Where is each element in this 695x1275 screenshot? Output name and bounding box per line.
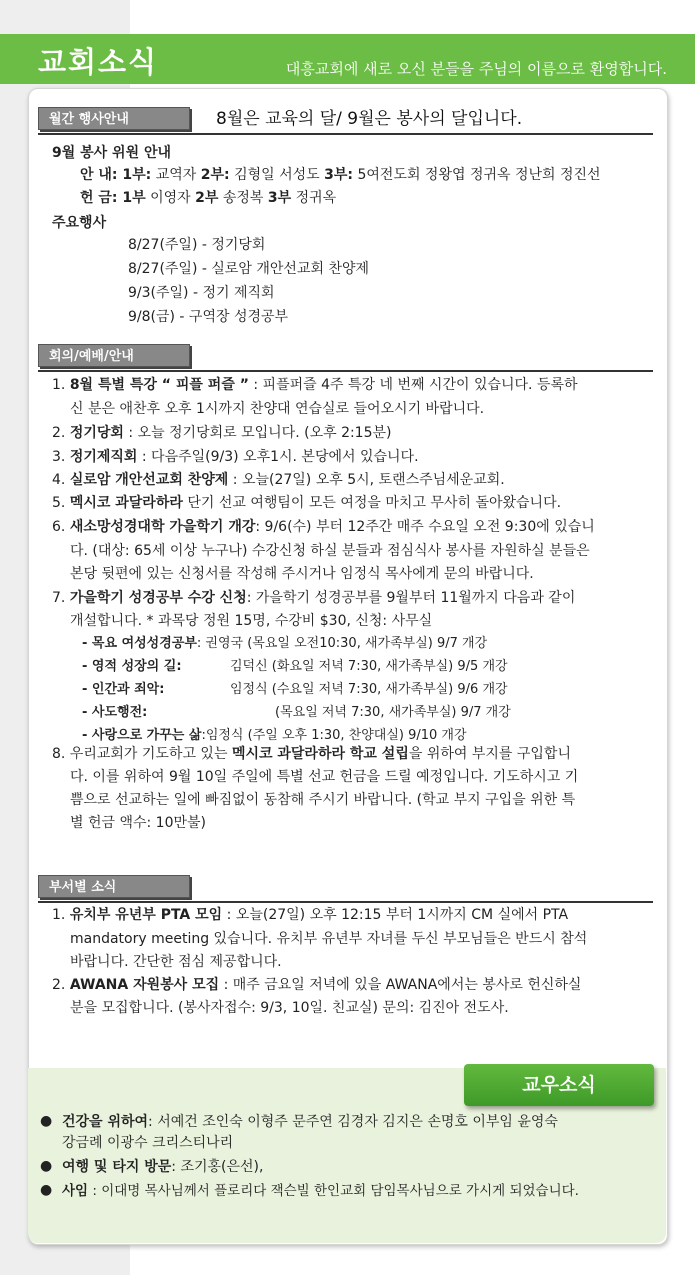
notice-item-3 [52,446,419,468]
item-title: 멕시코 과달라하라 [69,495,183,511]
section-divider [38,370,653,372]
item-continuation: 쁨으로 선교하는 일에 빠짐없이 동참해 주시기 바랍니다. (학교 부지 구입을 위한 특 [70,792,576,808]
event-item: 8/27(주일) - 실로암 개안선교회 찬양제 [128,261,370,277]
course-detail: 김덕신 (화요일 저녁 7:30, 새가족부실) 9/5 개강 [230,659,508,674]
item-continuation: 바랍니다. 간단한 점심 제공합니다. [70,954,282,970]
offering-line [80,187,336,209]
section-tab-departments: 부서별 소식 [38,875,190,898]
guide-text2: 김형일 서성도 [229,167,325,183]
bullet-icon: ● [40,1158,53,1174]
item-title: AWANA 자원봉사 모집 [69,977,220,993]
item-text: 단기 선교 여행팀이 모든 여정을 마치고 무사히 돌아왔습니다. [182,495,562,511]
item-title: 유치부 유년부 PTA 모임 [69,907,223,923]
item-number: 2. [52,977,70,993]
course-name: - 목요 여성성경공부 [82,636,197,651]
item-number: 6. [52,519,70,535]
offering-part1: 1부 [117,190,146,206]
item-title: 가을학기 성경공부 수강 신청 [69,590,247,606]
guide-label: 안 내: [80,167,118,183]
page-title: 교회소식 [38,45,159,79]
item-text: : 오늘(27일) 오후 12:15 부터 1시까지 CM 실에서 PTA [222,907,569,923]
item-number: 8. [52,746,70,762]
item-title: 새소망성경대학 가을학기 개강 [69,519,256,535]
course-row [82,633,487,655]
offering-part3: 3부 [267,190,292,206]
item-text: : 오늘(27일) 오후 5시, 토랜스주님세운교회. [228,472,505,488]
member-item-travel [62,1156,263,1178]
notice-item-4 [52,469,505,491]
item-title: 정기당회 [69,425,124,441]
notice-item-2 [52,422,392,444]
section-divider [38,133,653,135]
guide-text1: 교역자 [151,167,201,183]
item-text: : 조기홍(은선), [171,1159,264,1175]
notice-item-8 [52,743,571,765]
dept-item-2 [52,974,581,996]
guide-part2: 2부: [200,167,230,183]
item-text: : 가을학기 성경공부를 9월부터 11월까지 다음과 같이 [246,590,576,606]
notice-item-1 [52,374,578,396]
item-text: : 오늘 정기당회로 모입니다. (오후 2:15분) [123,425,392,441]
event-item: 9/3(주일) - 정기 제직회 [128,285,275,301]
section-tab-monthly: 월간 행사안내 [38,107,190,130]
bullet-icon: ● [40,1113,53,1129]
monthly-headline: 8월은 교육의 달/ 9월은 봉사의 달입니다. [216,109,523,129]
item-continuation: 개설합니다. * 과목당 정원 15명, 수강비 $30, 신청: 사무실 [70,613,433,629]
course-row [82,702,511,724]
item-text: 우리교회가 기도하고 있는 [69,746,232,762]
item-text: : 서예건 조인숙 이형주 문주연 김경자 김지은 손명호 이부임 윤영숙 [148,1114,558,1130]
guide-part3: 3부: [324,167,354,183]
events-title: 주요행사 [52,215,107,231]
item-continuation: 다. 이를 위하여 9월 10일 주일에 특별 선교 헌금을 드릴 예정입니다. 기도하시고 기 [70,769,579,785]
item-number: 4. [52,472,70,488]
item-text: : 매주 금요일 저녁에 있을 AWANA에서는 봉사로 헌신하실 [219,977,582,993]
member-item-health [62,1111,558,1133]
course-name: - 영적 성장의 길: [82,659,182,674]
guide-part1: 1부: [117,167,152,183]
offering-text2: 송정복 [218,190,268,206]
guide-text3: 5여전도회 정왕엽 정귀옥 정난희 정진선 [353,167,601,183]
item-title: 8월 특별 특강 “ 피플 퍼즐 ” [69,377,249,393]
offering-label: 헌 금: [80,190,118,206]
item-text: : 피플퍼즐 4주 특강 네 번째 시간이 있습니다. 등록하 [248,377,578,393]
item-title: 정기제직회 [69,449,138,465]
item-title: 멕시코 과달라하라 학교 설립 [231,746,409,762]
section-divider [38,901,653,903]
item-text: : 이대명 목사님께서 플로리다 잭슨빌 한인교회 담임목사님으로 가시게 되었습니다. [88,1183,579,1199]
item-title: 사임 [62,1183,89,1199]
dept-item-1 [52,904,568,926]
item-number: 1. [52,377,70,393]
members-news-button: 교우소식 [464,1064,654,1106]
event-item: 8/27(주일) - 정기당회 [128,237,266,253]
item-text: : 9/6(수) 부터 12주간 매주 수요일 오전 9:30에 있습니 [255,519,595,535]
item-continuation: 본당 뒷편에 있는 신청서를 작성해 주시거나 임정식 목사에게 문의 바랍니다. [70,566,534,582]
item-continuation: mandatory meeting 있습니다. 유치부 유년부 자녀를 두신 부모님들은 반드시 참석 [70,931,588,947]
item-number: 7. [52,590,70,606]
course-name: - 사도행전: [82,705,148,720]
course-detail: 임정식 (수요일 저녁 7:30, 새가족부실) 9/6 개강 [230,682,508,697]
notice-item-6 [52,516,595,538]
item-number: 1. [52,907,70,923]
item-title: 건강을 위하여 [62,1114,149,1130]
item-title: 여행 및 타지 방문 [62,1159,172,1175]
item-number: 3. [52,449,70,465]
course-name: - 인간과 죄악: [82,682,165,697]
item-title: 실로암 개안선교회 찬양제 [69,472,229,488]
item-number: 2. [52,425,70,441]
offering-text3: 정귀옥 [291,190,337,206]
offering-part2: 2부 [195,190,219,206]
section-tab-meetings: 회의/예배/안내 [38,344,190,367]
item-continuation: 분을 모집합니다. (봉사자접수: 9/3, 10일. 친교실) 문의: 김진아 전도사. [70,1000,509,1016]
item-number: 5. [52,495,70,511]
guide-line [80,164,601,186]
item-continuation: 신 분은 애찬후 오후 1시까지 찬양대 연습실로 들어오시기 바랍니다. [70,401,485,417]
item-continuation: 강금례 이광수 크리스티나리 [62,1135,234,1151]
member-item-resign [62,1180,579,1202]
course-row [82,679,508,701]
item-continuation: 다. (대상: 65세 이상 누구나) 수강신청 하실 분들과 점심식사 봉사를 자원하실 분들은 [70,543,590,559]
event-item: 9/8(금) - 구역장 성경공부 [128,309,289,325]
item-text: 을 위하여 부지를 구입합니 [408,746,571,762]
welcome-message: 대흥교회에 새로 오신 분들을 주님의 이름으로 환영합니다. [285,60,667,78]
course-name: - 사랑으로 가꾸는 삶 [82,728,202,743]
offering-text1: 이영자 [145,190,196,206]
item-continuation: 별 헌금 액수: 10만불) [70,815,207,831]
bullet-icon: ● [40,1182,53,1198]
course-row [82,656,508,678]
item-text: : 다음주일(9/3) 오후1시. 본당에서 있습니다. [137,449,419,465]
notice-item-5 [52,492,561,514]
committee-title: 9월 봉사 위원 안내 [52,145,172,161]
course-detail: :임정식 (주일 오후 1:30, 찬양대실) 9/10 개강 [201,728,467,743]
notice-item-7 [52,587,575,609]
course-detail: : 권영국 (목요일 오전10:30, 새가족부실) 9/7 개강 [196,636,488,651]
course-detail: (목요일 저녁 7:30, 새가족부실) 9/7 개강 [275,705,511,720]
